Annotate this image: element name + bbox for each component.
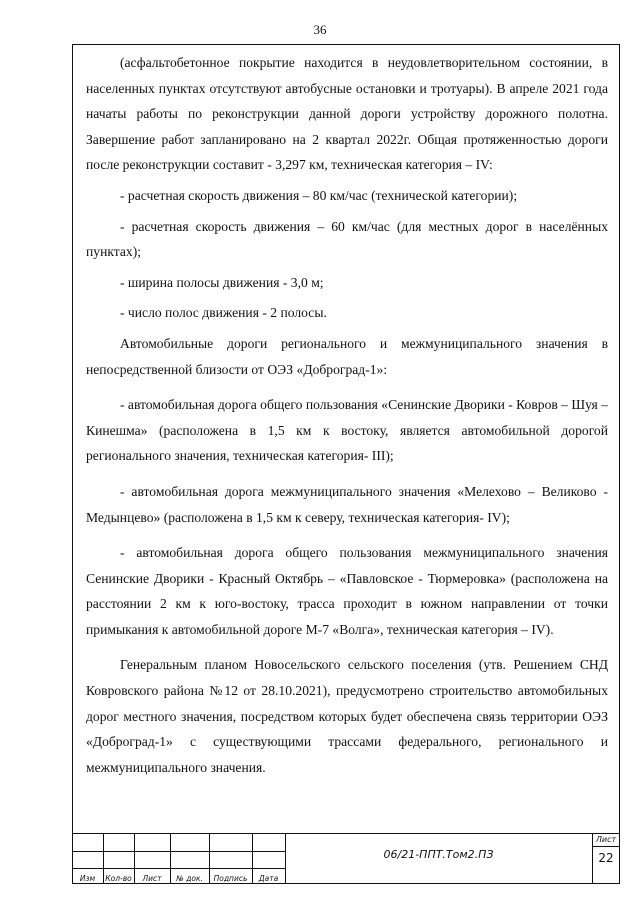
paragraph-regional-roads: Автомобильные дороги регионального и межмуниципального значения в непосредственной близости от ОЭЗ «Доброград-1»:: [86, 335, 608, 377]
stamp-col-list: Лист: [142, 874, 162, 883]
stamp-col-izm: Изм: [79, 874, 96, 883]
sheet-label: Лист: [595, 835, 617, 844]
list-item-lane-width: - ширина полосы движения - 3,0 м;: [120, 274, 324, 290]
list-item-speed-80: - расчетная скорость движения – 80 км/час (технической категории);: [120, 187, 518, 203]
list-item-lane-count: - число полос движения - 2 полосы.: [120, 305, 327, 321]
stamp-col-doc: № док.: [176, 874, 203, 883]
list-item-speed-60: - расчетная скорость движения – 60 км/час (для местных дорог в населённых пунктах);: [86, 218, 608, 260]
stamp-col-sign: Подпись: [213, 874, 248, 883]
sheet-number: 22: [598, 851, 614, 865]
document-code: 06/21-ППТ.Том2.ПЗ: [383, 848, 494, 861]
page-number: 36: [313, 22, 327, 37]
stamp-col-date: Дата: [258, 874, 279, 883]
list-item-road-melekhovo: - автомобильная дорога межмуниципального значения «Мелехово – Великово - Медынцево» (расположена в 1,5 км к северу, техническая категория- IV);: [86, 483, 608, 525]
list-item-road-kovrov: - автомобильная дорога общего пользования «Сенинские Дворики - Ковров – Шуя – Кинешма» (расположена в 1,5 км к востоку, является автомобильной дорогой регионального значения, техническая категория- III);: [86, 397, 608, 464]
paragraph-road-reconstruction: (асфальтобетонное покрытие находится в неудовлетворительном состоянии, в населенных пунктах отсутствуют автобусные остановки и тротуары). В апреле 2021 года начаты работы по реконструкции данной дороги устройству дорожного полотна. Завершение работ запланировано на 2 квартал 2022г. Общая протяженностью дороги после реконструкции составит - 3,297 км, техническая категория – IV:: [86, 55, 608, 173]
document-body: [86, 50, 608, 780]
stamp-col-kol: Кол-во: [105, 874, 132, 883]
title-block: [72, 833, 620, 884]
list-item-road-seninskie: - автомобильная дорога общего пользования межмуниципального значения Сенинские Дворики - Красный Октябрь – «Павловское - Тюрмеровка» (расположена на расстоянии 2 км к юго-востоку, трасса проходит в южном направлении от точки примыкания к автомобильной дороге М-7 «Волга», техническая категория – IV).: [86, 545, 608, 637]
paragraph-general-plan: Генеральным планом Новосельского сельского поселения (утв. Решением СНД Ковровского района №12 от 28.10.2021), предусмотрено строительство автомобильных дорог местного значения, посредством которых будет обеспечена связь территории ОЭЗ «Доброград-1» с существующими трассами федерального, регионального и межмуниципального значения.: [86, 657, 608, 775]
